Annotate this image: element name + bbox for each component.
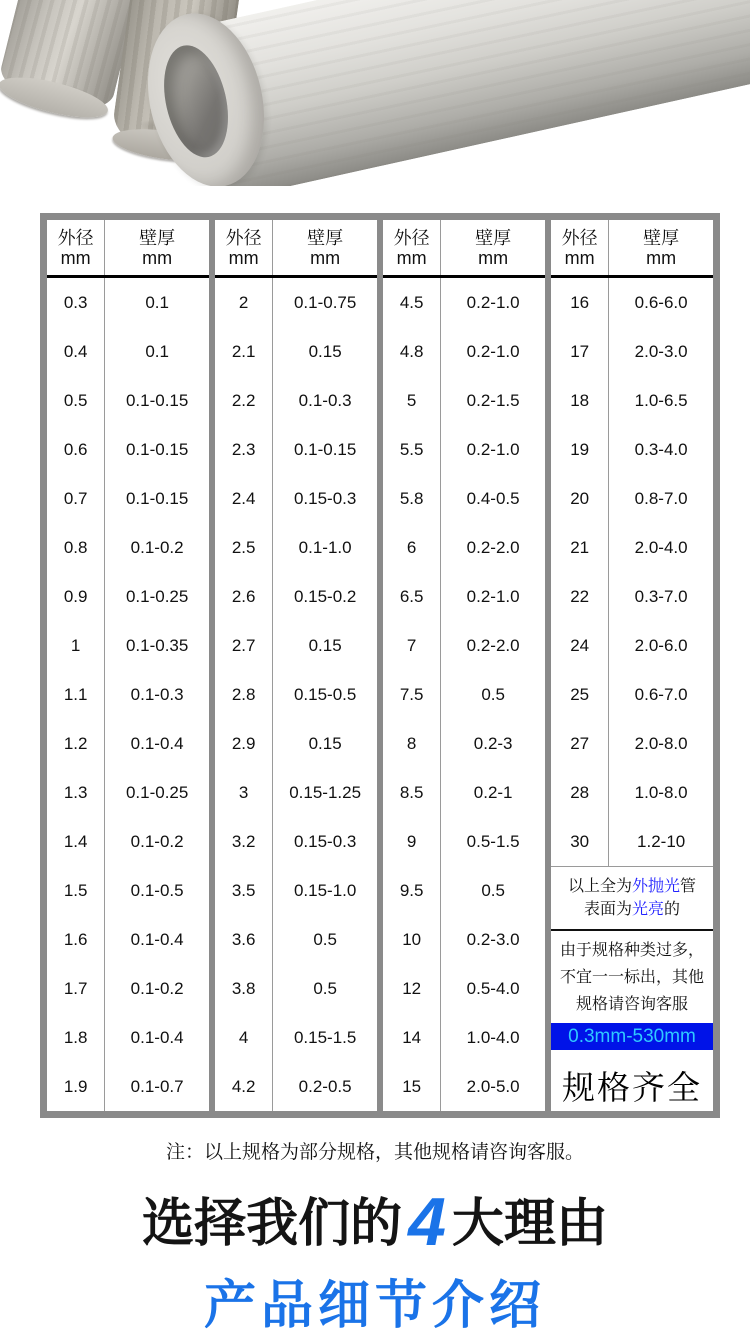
- od-value: 3: [215, 768, 273, 817]
- od-value: 0.6: [47, 425, 105, 474]
- table-row: [215, 425, 377, 474]
- od-value: 27: [551, 719, 609, 768]
- table-row: [383, 964, 545, 1013]
- od-value: 30: [551, 817, 609, 866]
- notes-text: 管: [680, 878, 697, 895]
- table-row: [47, 474, 209, 523]
- table-row: [551, 278, 713, 327]
- table-row: [47, 523, 209, 572]
- od-value: 2.3: [215, 425, 273, 474]
- table-row: [215, 1062, 377, 1111]
- table-row: [551, 768, 713, 817]
- table-row: [47, 1013, 209, 1062]
- wt-value: 2.0-3.0: [634, 341, 688, 361]
- od-header: [215, 220, 273, 275]
- od-value: 22: [551, 572, 609, 621]
- wt-value: 0.3-7.0: [634, 586, 688, 606]
- table-row: [551, 327, 713, 376]
- wt-value: 0.2-3.0: [466, 929, 520, 949]
- od-value: 1.7: [47, 964, 105, 1013]
- wt-value: 0.2-1.0: [466, 439, 520, 459]
- od-value: 5: [383, 376, 441, 425]
- od-value: 7.5: [383, 670, 441, 719]
- od-value: 28: [551, 768, 609, 817]
- group-header: [551, 220, 713, 278]
- wt-value: 0.15-0.5: [293, 684, 357, 704]
- table-row: [47, 1062, 209, 1111]
- table-row: [383, 474, 545, 523]
- wt-value: 0.15: [308, 733, 342, 753]
- od-value: 25: [551, 670, 609, 719]
- table-row: [551, 474, 713, 523]
- wt-value: 0.1-0.3: [130, 684, 184, 704]
- table-row: [383, 278, 545, 327]
- od-value: 5.8: [383, 474, 441, 523]
- od-value: 3.6: [215, 915, 273, 964]
- od-value: 17: [551, 327, 609, 376]
- table-row: [551, 621, 713, 670]
- wt-value: 0.2-3: [473, 733, 513, 753]
- wt-header-label: 壁厚: [475, 227, 512, 248]
- od-value: 2: [215, 278, 273, 327]
- table-row: [551, 523, 713, 572]
- table-row: [215, 719, 377, 768]
- table-row: [215, 278, 377, 327]
- table-row: [47, 621, 209, 670]
- od-value: 20: [551, 474, 609, 523]
- group-header: [215, 220, 377, 278]
- wt-header: [273, 220, 377, 275]
- table-row: [47, 719, 209, 768]
- group-rows: [551, 278, 713, 866]
- od-value: 3.5: [215, 866, 273, 915]
- table-row: [215, 964, 377, 1013]
- wt-value: 1.0-8.0: [634, 782, 688, 802]
- od-value: 4.8: [383, 327, 441, 376]
- table-row: [551, 817, 713, 866]
- table-row: [383, 327, 545, 376]
- table-row: [215, 768, 377, 817]
- od-value: 8.5: [383, 768, 441, 817]
- wt-value: 0.1: [145, 341, 169, 361]
- od-value: 1.8: [47, 1013, 105, 1062]
- table-row: [215, 1013, 377, 1062]
- table-row: [215, 817, 377, 866]
- wt-value: 0.15-1.5: [293, 1027, 357, 1047]
- spec-table: [40, 213, 720, 1118]
- group-rows: [215, 278, 377, 1111]
- od-header-label: 外径: [57, 227, 94, 248]
- od-header-unit: mm: [60, 247, 91, 268]
- od-value: 1.9: [47, 1062, 105, 1111]
- wt-value: 0.2-1.0: [466, 341, 520, 361]
- od-header-label: 外径: [225, 227, 262, 248]
- table-row: [47, 670, 209, 719]
- table-row: [551, 670, 713, 719]
- od-value: 4.2: [215, 1062, 273, 1111]
- table-row: [47, 278, 209, 327]
- wt-value: 0.1-0.3: [298, 390, 352, 410]
- table-row: [551, 425, 713, 474]
- size-range-banner: 0.3mm-530mm: [551, 1023, 713, 1050]
- wt-header-unit: mm: [646, 247, 677, 268]
- wt-value: 0.6-6.0: [634, 292, 688, 312]
- od-value: 7: [383, 621, 441, 670]
- table-group-4: [551, 220, 713, 1111]
- table-row: [215, 376, 377, 425]
- wt-value: 0.1-0.2: [130, 537, 184, 557]
- table-row: [383, 523, 545, 572]
- wt-value: 0.1-0.4: [130, 733, 184, 753]
- od-value: 1.2: [47, 719, 105, 768]
- table-row: [383, 621, 545, 670]
- od-value: 10: [383, 915, 441, 964]
- table-row: [383, 768, 545, 817]
- wt-value: 0.2-1.0: [466, 586, 520, 606]
- wt-value: 0.5: [313, 929, 337, 949]
- wt-value: 0.15: [308, 341, 342, 361]
- wt-value: 0.2-1: [473, 782, 513, 802]
- table-row: [47, 425, 209, 474]
- pipe-bore-hole: [154, 39, 238, 164]
- wt-value: 0.15-1.25: [289, 782, 362, 802]
- wt-value: 0.1-0.4: [130, 1027, 184, 1047]
- od-value: 1.3: [47, 768, 105, 817]
- wt-value: 0.2-1.5: [466, 390, 520, 410]
- od-value: 21: [551, 523, 609, 572]
- wt-value: 0.6-7.0: [634, 684, 688, 704]
- od-value: 1.1: [47, 670, 105, 719]
- wt-value: 0.4-0.5: [466, 488, 520, 508]
- od-value: 3.2: [215, 817, 273, 866]
- od-value: 8: [383, 719, 441, 768]
- table-row: [215, 915, 377, 964]
- wt-value: 0.1-0.15: [293, 439, 357, 459]
- od-value: 2.5: [215, 523, 273, 572]
- wt-value: 1.0-4.0: [466, 1027, 520, 1047]
- table-row: [47, 376, 209, 425]
- table-row: [551, 376, 713, 425]
- table-row: [215, 621, 377, 670]
- wt-header-unit: mm: [142, 247, 173, 268]
- notes-paragraph-line1: 由于规格种类过多，: [559, 942, 704, 959]
- group-header: [47, 220, 209, 278]
- notes-text: 的: [664, 901, 681, 918]
- wt-value: 0.1-0.15: [125, 439, 189, 459]
- full-specs-text: 规格齐全: [562, 1069, 702, 1106]
- wt-value: 0.1-0.4: [130, 929, 184, 949]
- wt-value: 0.1-0.25: [125, 586, 189, 606]
- wt-value: 0.15-0.3: [293, 488, 357, 508]
- wt-header: [441, 220, 545, 275]
- od-header: [551, 220, 609, 275]
- od-value: 5.5: [383, 425, 441, 474]
- group-rows: [47, 278, 209, 1111]
- od-value: 0.5: [47, 376, 105, 425]
- od-value: 1: [47, 621, 105, 670]
- od-value: 19: [551, 425, 609, 474]
- od-value: 1.4: [47, 817, 105, 866]
- table-row: [215, 670, 377, 719]
- od-header-unit: mm: [228, 247, 259, 268]
- od-value: 0.3: [47, 278, 105, 327]
- diagonal-pipe-body: [181, 0, 750, 186]
- notes-highlight: 光亮: [631, 901, 664, 918]
- wt-value: 0.2-2.0: [466, 537, 520, 557]
- footer-section-title: 产品细节介绍: [203, 1277, 546, 1335]
- wt-value: 0.2-1.0: [466, 292, 520, 312]
- table-row: [215, 327, 377, 376]
- od-value: 0.8: [47, 523, 105, 572]
- od-value: 2.1: [215, 327, 273, 376]
- od-value: 0.7: [47, 474, 105, 523]
- table-footnote: 注：以上规格为部分规格，其他规格请咨询客服。: [165, 1142, 584, 1163]
- wt-value: 0.1-0.2: [130, 978, 184, 998]
- od-value: 4.5: [383, 278, 441, 327]
- od-header-unit: mm: [396, 247, 427, 268]
- od-value: 4: [215, 1013, 273, 1062]
- table-row: [215, 474, 377, 523]
- od-value: 3.8: [215, 964, 273, 1013]
- group-rows: [383, 278, 545, 1111]
- table-row: [383, 1013, 545, 1062]
- wt-header-unit: mm: [478, 247, 509, 268]
- table-row: [215, 523, 377, 572]
- od-header-label: 外径: [561, 227, 598, 248]
- wt-value: 2.0-6.0: [634, 635, 688, 655]
- od-value: 2.6: [215, 572, 273, 621]
- wt-value: 0.1: [145, 292, 169, 312]
- od-value: 15: [383, 1062, 441, 1111]
- od-value: 0.4: [47, 327, 105, 376]
- od-header-unit: mm: [564, 247, 595, 268]
- wt-value: 1.0-6.5: [634, 390, 688, 410]
- od-value: 12: [383, 964, 441, 1013]
- notes-highlight: 外抛光: [631, 878, 680, 895]
- wt-header-unit: mm: [310, 247, 341, 268]
- wt-value: 0.1-0.5: [130, 880, 184, 900]
- wt-value: 0.15-0.2: [293, 586, 357, 606]
- wt-value: 1.2-10: [637, 831, 686, 851]
- wt-value: 0.3-4.0: [634, 439, 688, 459]
- od-value: 18: [551, 376, 609, 425]
- table-row: [383, 376, 545, 425]
- od-value: 2.9: [215, 719, 273, 768]
- wt-value: 0.1-0.35: [125, 635, 189, 655]
- wt-value: 0.5-4.0: [466, 978, 520, 998]
- wt-value: 2.0-5.0: [466, 1076, 520, 1096]
- wt-header: [609, 220, 713, 275]
- heading-pre: 选择我们的: [142, 1195, 403, 1253]
- notes-paragraph-line2: 不宜一一标出，其他: [559, 969, 704, 986]
- od-value: 2.8: [215, 670, 273, 719]
- od-value: 1.5: [47, 866, 105, 915]
- table-group-3: [383, 220, 545, 1111]
- table-row: [383, 915, 545, 964]
- wt-value: 2.0-4.0: [634, 537, 688, 557]
- notes-text: 表面为: [583, 901, 632, 918]
- table-row: [383, 1062, 545, 1111]
- table-row: [383, 572, 545, 621]
- od-header-label: 外径: [393, 227, 430, 248]
- table-group-2: [215, 220, 377, 1111]
- od-value: 24: [551, 621, 609, 670]
- table-row: [47, 327, 209, 376]
- section-heading: [0, 1186, 750, 1260]
- wt-value: 0.1-0.7: [130, 1076, 184, 1096]
- wt-header-label: 壁厚: [139, 227, 176, 248]
- table-row: [383, 425, 545, 474]
- wt-value: 0.2-2.0: [466, 635, 520, 655]
- wt-value: 0.5-1.5: [466, 831, 520, 851]
- od-value: 0.9: [47, 572, 105, 621]
- wt-header-label: 壁厚: [643, 227, 680, 248]
- notes-line-polish: [568, 875, 696, 898]
- product-photo: [0, 0, 750, 186]
- table-row: [47, 866, 209, 915]
- table-row: [47, 572, 209, 621]
- wt-header-label: 壁厚: [307, 227, 344, 248]
- wt-value: 0.1-1.0: [298, 537, 352, 557]
- wt-value: 0.8-7.0: [634, 488, 688, 508]
- table-row: [383, 670, 545, 719]
- table-row: [383, 866, 545, 915]
- od-header: [383, 220, 441, 275]
- heading-number: 4: [408, 1184, 446, 1260]
- heading-post: 大理由: [451, 1195, 608, 1253]
- notes-text: 以上全为: [567, 878, 632, 895]
- table-row: [383, 817, 545, 866]
- table-row: [551, 572, 713, 621]
- wt-value: 2.0-8.0: [634, 733, 688, 753]
- wt-value: 0.1-0.15: [125, 488, 189, 508]
- wt-value: 0.1-0.15: [125, 390, 189, 410]
- wt-value: 0.1-0.25: [125, 782, 189, 802]
- wt-value: 0.1-0.2: [130, 831, 184, 851]
- notes-line-surface: [584, 898, 680, 921]
- table-row: [215, 572, 377, 621]
- wt-value: 0.1-0.75: [293, 292, 357, 312]
- table-row: [215, 866, 377, 915]
- table-row: [47, 964, 209, 1013]
- wt-value: 0.15: [308, 635, 342, 655]
- od-value: 14: [383, 1013, 441, 1062]
- wt-value: 0.2-0.5: [298, 1076, 352, 1096]
- table-row: [383, 719, 545, 768]
- wt-value: 0.5: [313, 978, 337, 998]
- group-header: [383, 220, 545, 278]
- od-value: 1.6: [47, 915, 105, 964]
- table-row: [47, 915, 209, 964]
- od-value: 16: [551, 278, 609, 327]
- od-value: 2.7: [215, 621, 273, 670]
- notes-divider: [551, 929, 713, 931]
- notes-paragraph-line3: 规格请咨询客服: [575, 996, 688, 1013]
- wt-header: [105, 220, 209, 275]
- table-row: [47, 817, 209, 866]
- od-value: 6: [383, 523, 441, 572]
- od-value: 9: [383, 817, 441, 866]
- wt-value: 0.15-0.3: [293, 831, 357, 851]
- od-value: 9.5: [383, 866, 441, 915]
- table-group-1: [47, 220, 209, 1111]
- wt-value: 0.5: [481, 880, 505, 900]
- table-notes: [551, 866, 713, 1111]
- table-row: [551, 719, 713, 768]
- od-value: 2.2: [215, 376, 273, 425]
- wt-value: 0.5: [481, 684, 505, 704]
- wt-value: 0.15-1.0: [293, 880, 357, 900]
- od-value: 6.5: [383, 572, 441, 621]
- table-row: [47, 768, 209, 817]
- od-header: [47, 220, 105, 275]
- od-value: 2.4: [215, 474, 273, 523]
